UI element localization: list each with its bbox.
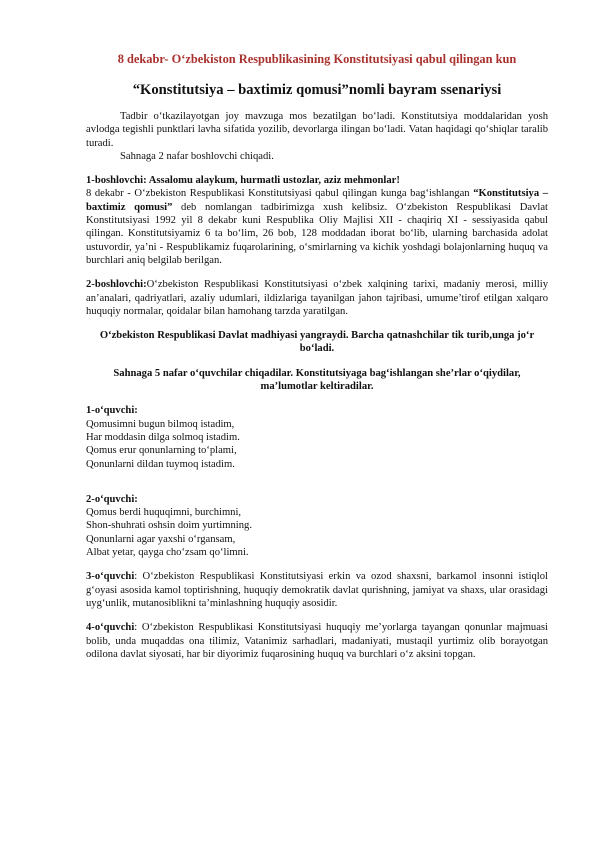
host1-label: 1-boshlovchi: Assalomu alaykum, hurmatli ustozlar, aziz mehmonlar! bbox=[86, 175, 400, 187]
poem-line: Qomusimni bugun bilmoq istadim, bbox=[86, 418, 235, 430]
student1-label: 1-o‘quvchi: bbox=[86, 405, 138, 417]
host2-paragraph: 2-boshlovchi:O‘zbekiston Respublikasi Konstitutsiyasi o‘zbek xalqining tarixi, madaniy merosi, milliy an’analari, qadriyatlari, azaliy udumlari, ildizlariga tayanilgan jahon tajribasi, umume’tirof etilgan xalqaro huquqiy normalar, qoidalar bilan hamohang tarzda yaratilgan. bbox=[86, 279, 548, 317]
student1-poem bbox=[86, 404, 548, 470]
student2-poem bbox=[86, 493, 548, 559]
poem-line: Har moddasin dilga solmoq istadim. bbox=[86, 431, 240, 443]
holiday-title: 8 dekabr- O‘zbekiston Respublikasining Konstitutsiyasi qabul qilingan kun bbox=[117, 52, 517, 66]
anthem-note: O‘zbekiston Respublikasi Davlat madhiyasi yangraydi. Barcha qatnashchilar tik turib,unga jo‘r bo‘ladi. bbox=[99, 330, 535, 355]
poem-line: Qonunlarni dildan tuymoq istadim. bbox=[86, 458, 235, 470]
poem-line: Albat yetar, qayga cho‘zsam qo‘limni. bbox=[86, 547, 249, 559]
poem-line: Qomus erur qonunlarning to‘plami, bbox=[86, 445, 237, 457]
student3-paragraph: 3-o‘quvchi: O‘zbekiston Respublikasi Konstitutsiyasi erkin va ozod shaxsni, barkamol insonni istiqlol g‘oyasi asosida kamol toptirishning, huquqiy demokratik davlat qurishning, jamiyat va shaxs, ular orasidagi uyg‘unlik, mutanosiblikni ta’minlashning huquqiy asosidir. bbox=[86, 571, 548, 609]
scenario-title: “Konstitutsiya – baxtimiz qomusi”nomli bayram ssenariysi bbox=[132, 82, 502, 98]
poem-line: Shon-shuhrati oshsin doim yurtimning. bbox=[86, 520, 252, 532]
student4-paragraph: 4-o‘quvchi: O‘zbekiston Respublikasi Konstitutsiyasi huquqiy me’yorlarga tayangan qonunlar majmuasi bolib, unda muqaddas ona tilimiz, Vatanimiz sarhadlari, madaniyati, mustaqil yurtimiz olib borayotgan odilona davlat siyosati, har bir diyorimiz fuqarosining huquq va burchlari o‘z aksini topgan. bbox=[86, 622, 548, 660]
poem-line: Qomus berdi huquqimni, burchimni, bbox=[86, 507, 242, 519]
readers-intro: Sahnaga 5 nafar o‘quvchilar chiqadilar. Konstitutsiyaga bag‘ishlangan she’rlar o‘qiydilar, ma’lumotlar keltiradilar. bbox=[113, 367, 521, 393]
intro-hosts-line: Sahnaga 2 nafar boshlovchi chiqadi. bbox=[120, 150, 274, 162]
intro-paragraph: Tadbir o‘tkazilayotgan joy mavzuga mos bezatilgan bo‘ladi. Konstitutsiya moddalaridan yosh avlodga tegishli punktlari lavha sifatida yozilib, devorlarga ilingan bo‘ladi. Vatan haqidagi qo‘shiqlar taralib turadi. bbox=[86, 111, 548, 149]
poem-line: Qonunlarni agar yaxshi o‘rgansam, bbox=[86, 533, 236, 545]
host1-paragraph: 8 dekabr - O‘zbekiston Respublikasi Konstitutsiyasi qabul qilingan kunga bag‘ishlangan “Konstitutsiya – baxtimiz qomusi” deb nomlangan tadbirimizga xush kelibsiz. O‘zbekiston Respublikasi Davlat Konstitutsiyasi 1992 yil 8 dekabr kuni Respublika Oliy Majlisi XII - chaqiriq XI - sessiyasida qabul qilingan. Konstitutsiyamiz 6 ta bo‘lim, 26 bob, 128 moddadan iborat bo‘lib, ularning barchasida adolat ustuvordir, ya’ni - Respublikamiz fuqarolarining, o‘smirlarning va kichik yoshdagi bolajonlarning huquq va burchlari aniq belgilab berilgan. bbox=[86, 188, 548, 266]
student2-label: 2-o‘quvchi: bbox=[86, 493, 138, 505]
